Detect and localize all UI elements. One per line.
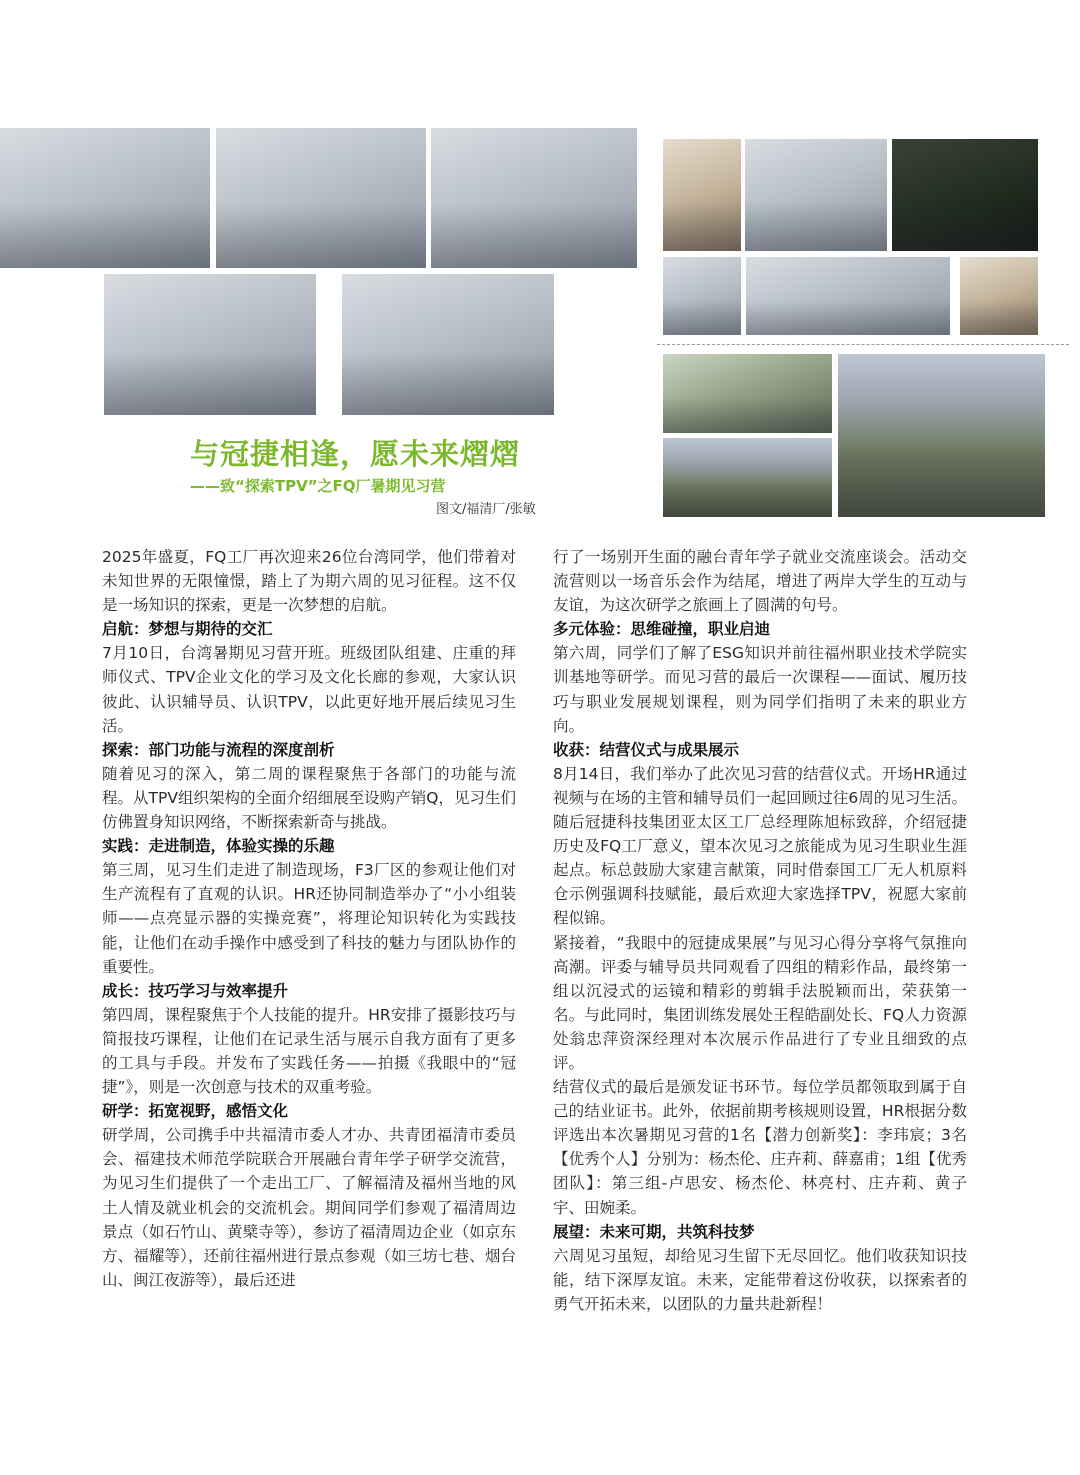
body-column-left [102, 545, 516, 1292]
visit-photo-2 [746, 257, 950, 335]
body-paragraph: 第六周，同学们了解了ESG知识并前往福州职业技术学院实训基地等研学。而见习营的最后一次课程——面试、履历技巧与职业发展规划课程，则为同学们指明了未来的职业方向。 [553, 644, 967, 735]
section-heading: 多元体验：思维碰撞，职业启迪 [553, 620, 771, 639]
section-heading: 探索：部门功能与流程的深度剖析 [102, 740, 335, 759]
article-subtitle: ——致“探索TPV”之FQ厂暑期见习营 [190, 477, 446, 495]
body-paragraph: 结营仪式的最后是颁发证书环节。每位学员都领取到属于自己的结业证书。此外，依据前期考核规则设置，HR根据分数评选出本次暑期见习营的1名【潜力创新奖】：李玮宸；3名【优秀个人】分别为：杨杰伦、庄卉莉、薛嘉甫；1组【优秀团队】：第三组-卢思安、杨杰伦、林亮村、庄卉莉、黄子宇、田婉柔。 [553, 1078, 967, 1217]
body-paragraph: 六周见习虽短，却给见习生留下无尽回忆。他们收获知识技能，结下深厚友谊。未来，定能带着这份收获，以探索者的勇气开拓未来，以团队的力量共赴新程！ [553, 1246, 967, 1313]
section-heading: 成长：技巧学习与效率提升 [102, 981, 289, 1000]
section-heading: 实践：走进制造，体验实操的乐趣 [102, 837, 335, 856]
body-paragraph: 2025年盛夏，FQ工厂再次迎来26位台湾同学，他们带着对未知世界的无限憧憬，踏上了为期六周的见习征程。这不仅是一场知识的探索，更是一次梦想的启航。 [102, 548, 516, 615]
visit-photo-3 [960, 257, 1038, 335]
body-paragraph: 8月14日，我们举办了此次见习营的结营仪式。开场HR通过视频与在场的主管和辅导员们一起回顾过往6周的见习生活。随后冠捷科技集团亚太区工厂总经理陈旭标致辞，介绍冠捷历史及FQ工厂意义，望本次见习之旅能成为见习生职业生涯起点。标总鼓励大家建言献策，同时借泰国工厂无人机原料仓示例强调科技赋能，最后欢迎大家选择TPV，祝愿大家前程似锦。 [553, 764, 967, 928]
photo-divider [657, 344, 1069, 345]
body-paragraph: 7月10日，台湾暑期见习营开班。班级团队组建、庄重的拜师仪式、TPV企业文化的学习及文化长廊的参观，大家认识彼此、认识辅导员、认识TPV，以此更好地开展后续见习生活。 [102, 644, 516, 735]
workshop-group-photo-1 [0, 128, 210, 268]
section-heading: 启航：梦想与期待的交汇 [102, 620, 273, 639]
body-paragraph: 研学周，公司携手中共福清市委人才办、共青团福清市委员会、福建技术师范学院联合开展融台青年学子研学交流营，为见习生们提供了一个走出工厂、了解福清及福州当地的风土人情及就业机会的交流机会。期间同学们参观了福清周边景点（如石竹山、黄檗寺等），参访了福清周边企业（如京东方、福耀等），还前往福州进行景点参观（如三坊七巷、烟台山、闽江夜游等），最后还进 [102, 1126, 516, 1289]
body-column-right [553, 545, 967, 1316]
workshop-group-photo-3 [431, 128, 637, 268]
night-concert-photo [892, 139, 1038, 251]
article-byline: 图文/福清厂/张敏 [436, 502, 536, 517]
workshop-group-photo-2 [216, 128, 426, 268]
article-title-block [150, 432, 570, 496]
event-photo-1 [663, 354, 832, 433]
section-heading: 研学：拓宽视野，感悟文化 [102, 1102, 289, 1121]
workshop-group-photo-4 [104, 274, 316, 415]
body-paragraph: 行了一场别开生面的融台青年学子就业交流座谈会。活动交流营则以一场音乐会作为结尾，增进了两岸大学生的互动与友谊，为这次研学之旅画上了圆满的句号。 [553, 548, 967, 615]
body-paragraph: 紧接着，“我眼中的冠捷成果展”与见习心得分享将气氛推向高潮。评委与辅导员共同观看了四组的精彩作品，最终第一组以沉浸式的运镜和精彩的剪辑手法脱颖而出，荣获第一名。与此同时，集团训练发展处王程皓副处长、FQ人力资源处翁忠萍资深经理对本次展示作品进行了专业且细致的点评。 [553, 933, 967, 1072]
gate-visit-photo [663, 438, 832, 517]
outdoor-group-photo [838, 354, 1045, 517]
visit-photo-1 [663, 257, 741, 335]
activity-photo-1 [663, 139, 741, 251]
body-paragraph: 第三周，见习生们走进了制造现场，F3厂区的参观让他们对生产流程有了直观的认识。HR还协同制造举办了“小小组装师——点亮显示器的实操竞赛”，将理论知识转化为实践技能，让他们在动手操作中感受到了科技的魅力与团队协作的重要性。 [102, 861, 516, 976]
body-paragraph: 随着见习的深入，第二周的课程聚焦于各部门的功能与流程。从TPV组织架构的全面介绍细展至设购产销Q，见习生们仿佛置身知识网络，不断探索新奇与挑战。 [102, 764, 516, 832]
section-heading: 收获：结营仪式与成果展示 [553, 740, 740, 759]
body-paragraph: 第四周，课程聚焦于个人技能的提升。HR安排了摄影技巧与简报技巧课程，让他们在记录生活与展示自我方面有了更多的工具与手段。并发布了实践任务——拍摄《我眼中的“冠捷”》，则是一次创意与技术的双重考验。 [102, 1005, 516, 1097]
article-title: 与冠捷相逢，愿未来熠熠 [190, 437, 521, 471]
section-heading: 展望：未来可期，共筑科技梦 [553, 1222, 755, 1241]
activity-photo-2 [745, 139, 887, 251]
workshop-group-photo-5 [342, 274, 554, 415]
